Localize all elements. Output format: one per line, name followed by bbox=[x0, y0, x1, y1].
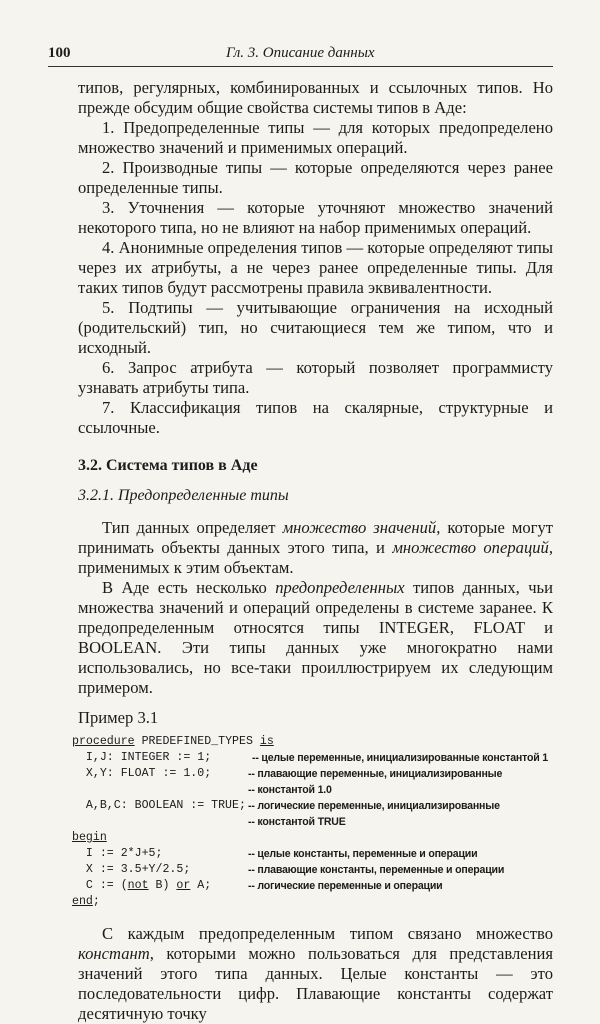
keyword: or bbox=[176, 879, 191, 892]
keyword: begin bbox=[72, 831, 107, 844]
code-text: X,Y: FLOAT := 1.0; bbox=[72, 767, 212, 780]
keyword: is bbox=[259, 735, 274, 748]
code-line bbox=[72, 798, 547, 814]
code-line bbox=[72, 734, 547, 750]
code-line bbox=[72, 830, 547, 846]
code-line bbox=[72, 862, 547, 878]
paragraph-data-type bbox=[78, 518, 553, 578]
section-heading: 3.2. Система типов в Аде bbox=[78, 457, 258, 474]
code-text: A; bbox=[190, 879, 212, 892]
code-comment: -- константой TRUE bbox=[248, 816, 346, 828]
text-run: , применимых к этим объектам. bbox=[78, 538, 553, 577]
keyword: procedure bbox=[72, 735, 135, 748]
page-body bbox=[72, 78, 553, 1024]
emphasis-term: множество операций bbox=[392, 538, 549, 557]
code-comment: -- плавающие переменные, инициализированные bbox=[248, 768, 503, 780]
paragraph-constants bbox=[78, 924, 553, 1024]
list-item-1: 1. Предопределенные типы — для которых предопределено множество значений и применимых операций. bbox=[78, 118, 553, 157]
code-text: ; bbox=[92, 895, 100, 908]
code-text: C := ( bbox=[72, 879, 128, 892]
list-item-5: 5. Подтипы — учитывающие ограничения на исходный (родительский) тип, но считающиеся тем же типом, что и исходный. bbox=[78, 298, 553, 357]
code-comment: -- логические переменные и операции bbox=[248, 880, 443, 892]
code-line bbox=[72, 750, 547, 766]
emphasis-term: предопределенных bbox=[275, 578, 405, 597]
code-text: X := 3.5+Y/2.5; bbox=[72, 863, 191, 876]
list-item-6: 6. Запрос атрибута — который позволяет программисту узнавать атрибуты типа. bbox=[78, 358, 553, 397]
code-listing bbox=[72, 734, 547, 910]
code-text: PREDEFINED_TYPES bbox=[134, 735, 260, 748]
code-text: I := 2*J+5; bbox=[72, 847, 163, 860]
code-line bbox=[72, 846, 547, 862]
text-run: Тип данных определяет bbox=[102, 518, 283, 537]
text-run: В Аде есть несколько bbox=[102, 578, 276, 597]
list-item-3: 3. Уточнения — которые уточняют множество значений некоторого типа, но не влияют на набор применимых операций. bbox=[78, 198, 553, 237]
code-comment: -- логические переменные, инициализированные bbox=[248, 800, 500, 812]
list-item-4: 4. Анонимные определения типов — которые определяют типы через их атрибуты, а не через ранее определенные типы. Для таких типов будут рассмотрены правила эквивалентности. bbox=[78, 238, 553, 297]
page-header bbox=[48, 44, 553, 67]
list-item-7: 7. Классификация типов на скалярные, структурные и ссылочные. bbox=[78, 398, 553, 437]
running-title: Гл. 3. Описание данных bbox=[226, 45, 375, 61]
emphasis-term: множество значений bbox=[282, 518, 437, 537]
code-line bbox=[72, 782, 547, 798]
subsection-heading: 3.2.1. Предопределенные типы bbox=[78, 487, 289, 504]
code-text: I,J: INTEGER := 1; bbox=[72, 751, 212, 764]
text-run: типов данных, чьи множества значений и операций определены в системе заранее. К предопределенным относятся типы INTEGER, FLOAT и BOOLEAN. Эти типы данных уже многократно нами использовались, но все-таки проиллюстрируем их следующим примером. bbox=[78, 578, 553, 697]
paragraph-predefined bbox=[78, 578, 553, 698]
code-line bbox=[72, 814, 547, 830]
code-text: A,B,C: BOOLEAN := TRUE; bbox=[72, 799, 246, 812]
code-line bbox=[72, 878, 547, 894]
code-comment: -- целые константы, переменные и операции bbox=[248, 848, 478, 860]
code-line bbox=[72, 766, 547, 782]
emphasis-term: констант bbox=[78, 944, 150, 963]
code-comment: -- константой 1.0 bbox=[248, 784, 332, 796]
code-comment: -- целые переменные, инициализированные константой 1 bbox=[252, 752, 548, 764]
example-label: Пример 3.1 bbox=[78, 708, 159, 727]
code-text: B) bbox=[148, 879, 177, 892]
code-comment: -- плавающие константы, переменные и операции bbox=[248, 864, 505, 876]
text-run: , которыми можно пользоваться для представления значений этого типа данных. Целые константы — это последовательности цифр. Плавающие константы содержат десятичную точку bbox=[78, 944, 553, 1023]
text-run: С каждым предопределенным типом связано множество bbox=[102, 924, 553, 943]
list-item-2: 2. Производные типы — которые определяются через ранее определенные типы. bbox=[78, 158, 553, 197]
text-run: , которые могут принимать объекты данных этого типа, и bbox=[78, 518, 553, 557]
keyword: end bbox=[72, 895, 93, 908]
intro-paragraph: типов, регулярных, комбинированных и ссылочных типов. Но прежде обсудим общие свойства системы типов в Аде: bbox=[78, 78, 553, 117]
keyword: not bbox=[127, 879, 149, 892]
code-line bbox=[72, 894, 547, 910]
page-number: 100 bbox=[48, 45, 71, 61]
